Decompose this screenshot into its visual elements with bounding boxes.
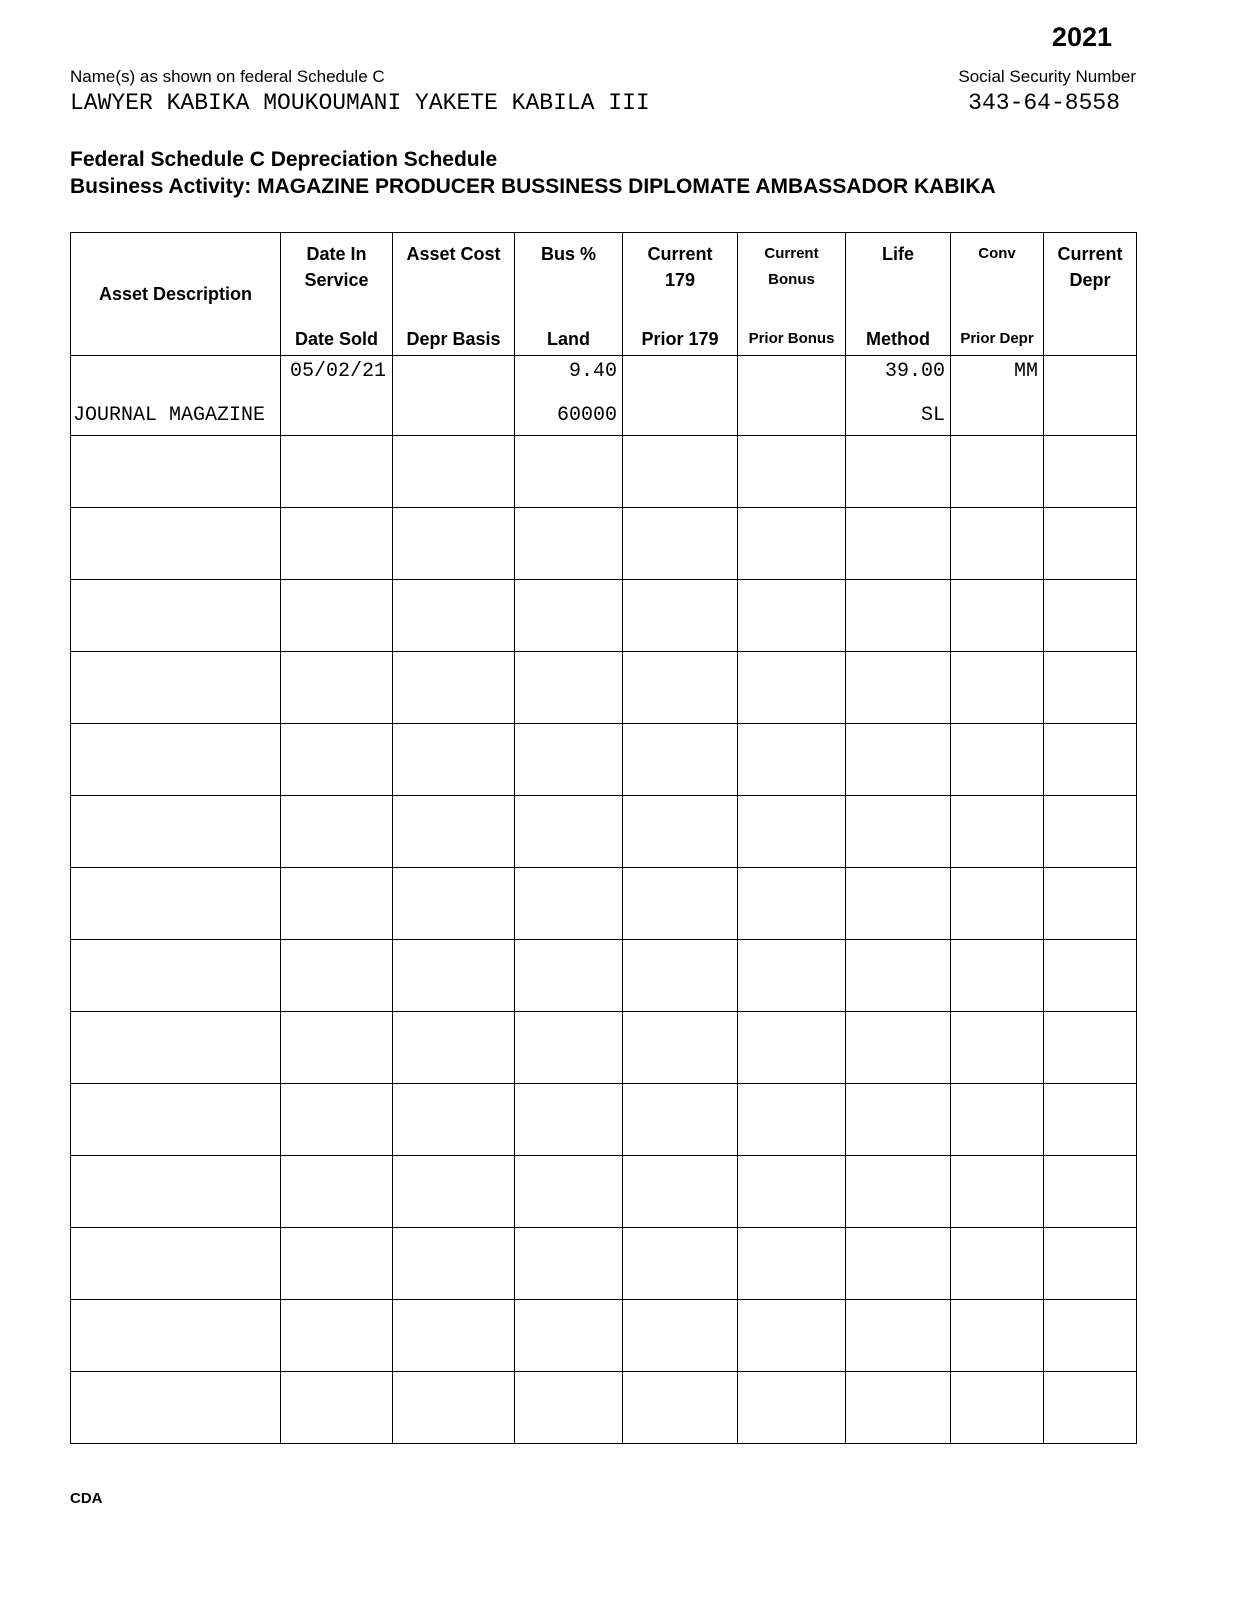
business-activity-label: Business Activity:: [70, 175, 252, 198]
empty-cell: [515, 508, 623, 580]
empty-cell: [393, 652, 515, 724]
empty-cell: [393, 796, 515, 868]
empty-cell: [281, 580, 393, 652]
empty-cell: [738, 508, 846, 580]
empty-cell: [281, 940, 393, 1012]
empty-cell: [1044, 508, 1137, 580]
empty-cell: [393, 724, 515, 796]
empty-cell: [515, 796, 623, 868]
empty-cell: [846, 1156, 951, 1228]
empty-cell: [281, 796, 393, 868]
empty-cell: [71, 436, 281, 508]
empty-cell: [951, 1228, 1044, 1300]
empty-cell: [515, 1228, 623, 1300]
form-title: Federal Schedule C Depreciation Schedule: [70, 148, 498, 171]
empty-cell: [1044, 796, 1137, 868]
empty-cell: [951, 1012, 1044, 1084]
empty-cell: [515, 1300, 623, 1372]
table-empty-row: [71, 652, 1137, 724]
current-179-value: [628, 360, 732, 383]
empty-cell: [846, 508, 951, 580]
empty-cell: [738, 652, 846, 724]
empty-cell: [515, 724, 623, 796]
empty-cell: [738, 580, 846, 652]
empty-cell: [738, 1084, 846, 1156]
empty-cell: [393, 436, 515, 508]
empty-cell: [71, 868, 281, 940]
col-header-179: Current 179 Prior 179: [623, 233, 738, 356]
empty-cell: [1044, 724, 1137, 796]
empty-cell: [515, 436, 623, 508]
empty-cell: [623, 1372, 738, 1444]
name-block: [70, 67, 650, 116]
empty-cell: [71, 796, 281, 868]
prior-depr-value: [956, 404, 1038, 427]
empty-cell: [951, 1300, 1044, 1372]
empty-cell: [393, 508, 515, 580]
table-empty-row: [71, 1228, 1137, 1300]
table-empty-row: [71, 940, 1137, 1012]
table-header-row: [71, 233, 1137, 356]
table-empty-row: [71, 796, 1137, 868]
empty-cell: [623, 940, 738, 1012]
table-empty-row: [71, 724, 1137, 796]
table-empty-row: [71, 1372, 1137, 1444]
table-empty-row: [71, 1084, 1137, 1156]
empty-cell: [281, 724, 393, 796]
empty-cell: [951, 796, 1044, 868]
empty-cell: [281, 1300, 393, 1372]
taxpayer-name: LAWYER KABIKA MOUKOUMANI YAKETE KABILA III: [70, 90, 650, 116]
empty-cell: [623, 868, 738, 940]
empty-cell: [1044, 652, 1137, 724]
life-value: 39.00: [884, 360, 945, 383]
ssn-value: 343-64-8558: [968, 90, 1120, 116]
empty-cell: [393, 868, 515, 940]
cell-asset-description: [71, 356, 281, 436]
empty-cell: [71, 1228, 281, 1300]
prior-179-value: [628, 404, 732, 427]
empty-cell: [393, 1228, 515, 1300]
empty-cell: [623, 508, 738, 580]
empty-cell: [623, 1084, 738, 1156]
empty-cell: [623, 1300, 738, 1372]
empty-cell: [281, 436, 393, 508]
empty-cell: [951, 868, 1044, 940]
empty-cell: [71, 508, 281, 580]
empty-cell: [71, 580, 281, 652]
bus-pct-value: 9.40: [568, 360, 617, 383]
land-value: 60000: [556, 404, 617, 427]
empty-cell: [1044, 940, 1137, 1012]
empty-cell: [1044, 1156, 1137, 1228]
col-header-date: Date In Service Date Sold: [281, 233, 393, 356]
empty-cell: [281, 1372, 393, 1444]
cell-conv: [951, 356, 1044, 436]
empty-cell: [281, 1156, 393, 1228]
empty-cell: [846, 1228, 951, 1300]
empty-cell: [515, 940, 623, 1012]
ssn-label: Social Security Number: [958, 67, 1136, 86]
empty-cell: [738, 436, 846, 508]
table-empty-row: [71, 1012, 1137, 1084]
table-empty-row: [71, 508, 1137, 580]
empty-cell: [951, 1084, 1044, 1156]
table-empty-row: [71, 1156, 1137, 1228]
empty-cell: [738, 796, 846, 868]
empty-cell: [515, 1012, 623, 1084]
business-activity-value: MAGAZINE PRODUCER BUSSINESS DIPLOMATE AMBASSADOR KABIKA: [257, 175, 996, 198]
form-title-block: [70, 146, 1136, 200]
empty-cell: [846, 724, 951, 796]
empty-cell: [281, 652, 393, 724]
empty-cell: [515, 1156, 623, 1228]
prior-bonus-value: [743, 404, 840, 427]
empty-cell: [71, 652, 281, 724]
empty-cell: [846, 1300, 951, 1372]
empty-cell: [623, 796, 738, 868]
col-header-bus-pct: Bus % Land: [515, 233, 623, 356]
empty-cell: [623, 1012, 738, 1084]
empty-cell: [71, 1156, 281, 1228]
cell-179: [623, 356, 738, 436]
table-empty-row: [71, 580, 1137, 652]
empty-cell: [738, 1300, 846, 1372]
empty-cell: [515, 1372, 623, 1444]
empty-cell: [393, 1156, 515, 1228]
empty-cell: [281, 508, 393, 580]
empty-cell: [738, 940, 846, 1012]
empty-cell: [1044, 1228, 1137, 1300]
asset-description-value: JOURNAL MAGAZINE: [73, 404, 266, 427]
empty-cell: [738, 1228, 846, 1300]
empty-cell: [846, 436, 951, 508]
asset-cost-value: [398, 360, 509, 383]
empty-cell: [393, 1084, 515, 1156]
empty-cell: [1044, 1012, 1137, 1084]
cell-bus-pct: [515, 356, 623, 436]
empty-cell: [393, 940, 515, 1012]
empty-cell: [71, 1300, 281, 1372]
empty-cell: [393, 1012, 515, 1084]
empty-cell: [738, 724, 846, 796]
empty-cell: [1044, 1300, 1137, 1372]
table-empty-row: [71, 436, 1137, 508]
empty-cell: [623, 652, 738, 724]
empty-cell: [738, 1156, 846, 1228]
empty-cell: [846, 1372, 951, 1444]
empty-cell: [846, 1012, 951, 1084]
empty-cell: [71, 1012, 281, 1084]
empty-cell: [846, 580, 951, 652]
empty-cell: [71, 940, 281, 1012]
empty-cell: [951, 940, 1044, 1012]
empty-cell: [623, 1228, 738, 1300]
empty-cell: [951, 652, 1044, 724]
empty-cell: [1044, 868, 1137, 940]
empty-cell: [281, 1012, 393, 1084]
empty-cell: [738, 1012, 846, 1084]
asset-description-header-label: Asset Description: [98, 283, 253, 304]
empty-cell: [738, 1372, 846, 1444]
empty-cell: [393, 580, 515, 652]
empty-cell: [515, 1084, 623, 1156]
empty-cell: [71, 724, 281, 796]
conv-value: MM: [1013, 360, 1038, 383]
taxpayer-header: [70, 67, 1136, 116]
empty-cell: [623, 436, 738, 508]
empty-cell: [951, 1156, 1044, 1228]
empty-cell: [623, 580, 738, 652]
depr-basis-value: [398, 404, 509, 427]
empty-cell: [515, 652, 623, 724]
empty-cell: [951, 508, 1044, 580]
current-bonus-value: [743, 360, 840, 383]
empty-cell: [846, 940, 951, 1012]
name-label: Name(s) as shown on federal Schedule C: [70, 67, 385, 86]
empty-cell: [623, 724, 738, 796]
col-header-cost: Asset Cost Depr Basis: [393, 233, 515, 356]
cell-bonus: [738, 356, 846, 436]
empty-cell: [1044, 436, 1137, 508]
footer-code: CDA: [70, 1490, 103, 1507]
empty-cell: [951, 436, 1044, 508]
empty-cell: [393, 1300, 515, 1372]
depreciation-table: [70, 232, 1137, 1444]
empty-cell: [281, 1228, 393, 1300]
date-in-service-value: 05/02/21: [290, 360, 387, 383]
ssn-block: [958, 67, 1136, 116]
col-header-current-depr: Current Depr: [1044, 233, 1137, 356]
col-header-conv: Conv Prior Depr: [951, 233, 1044, 356]
empty-cell: [738, 868, 846, 940]
empty-cell: [846, 796, 951, 868]
empty-cell: [846, 868, 951, 940]
cell-current-depr: [1044, 356, 1137, 436]
empty-cell: [623, 1156, 738, 1228]
col-header-life: Life Method: [846, 233, 951, 356]
empty-cell: [951, 580, 1044, 652]
table-empty-row: [71, 1300, 1137, 1372]
date-sold-value: [290, 404, 387, 427]
current-depr-value: [1049, 360, 1131, 383]
col-header-bonus: Current Bonus Prior Bonus: [738, 233, 846, 356]
cell-date: [281, 356, 393, 436]
empty-cell: [1044, 1372, 1137, 1444]
empty-cell: [515, 580, 623, 652]
empty-cell: [281, 1084, 393, 1156]
tax-year: 2021: [1051, 22, 1112, 52]
empty-cell: [515, 868, 623, 940]
empty-cell: [71, 1372, 281, 1444]
empty-cell: [846, 652, 951, 724]
method-value: SL: [920, 404, 945, 427]
col-header-asset-description: [71, 233, 281, 356]
empty-cell: [951, 724, 1044, 796]
empty-cell: [1044, 580, 1137, 652]
cell-cost: [393, 356, 515, 436]
cell-life: [846, 356, 951, 436]
business-activity-line: [70, 173, 1136, 200]
table-empty-row: [71, 868, 1137, 940]
empty-cell: [846, 1084, 951, 1156]
empty-cell: [1044, 1084, 1137, 1156]
empty-cell: [281, 868, 393, 940]
empty-cell: [71, 1084, 281, 1156]
empty-cell: [393, 1372, 515, 1444]
empty-cell: [951, 1372, 1044, 1444]
asset-row: [71, 356, 1137, 436]
